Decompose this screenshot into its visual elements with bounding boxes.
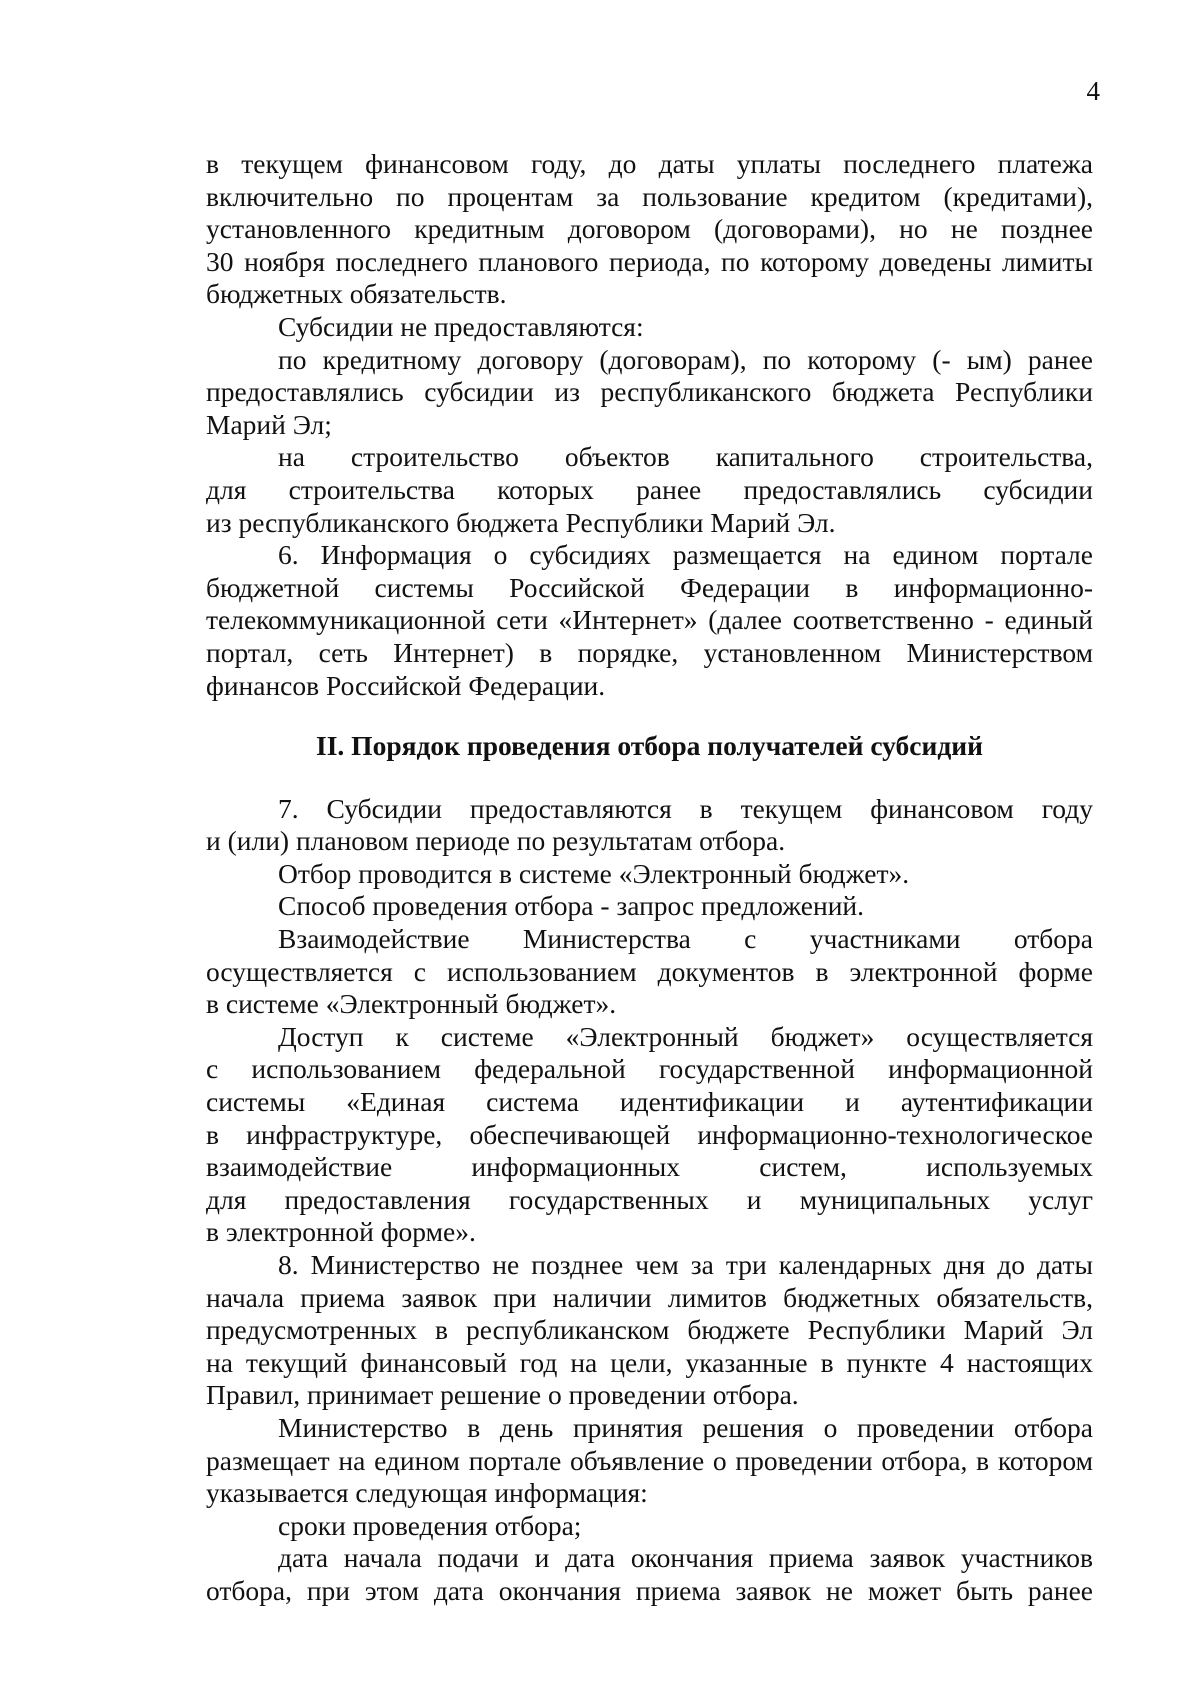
text-line: из республиканского бюджета Республики Марий Эл. — [206, 506, 836, 538]
text-line: для предоставления государственных и муниципальных услуг — [206, 1183, 1093, 1215]
text-line: начала приема заявок при наличии лимитов бюджетных обязательств, — [206, 1281, 1093, 1313]
paragraph-electronic-budget: Отбор проводится в системе «Электронный бюджет». — [278, 857, 910, 889]
text-line: Марий Эл; — [206, 408, 332, 440]
text-line: системы «Единая система идентификации и аутентификации — [206, 1086, 1093, 1118]
text-line: установленного кредитным договором (договорами), но не позднее — [206, 213, 1093, 245]
text-line: 6. Информация о субсидиях размещается на едином портале — [278, 539, 1093, 571]
text-line: бюджетной системы Российской Федерации в информационно- — [206, 571, 1093, 603]
paragraph-interaction — [206, 923, 1093, 1021]
text-line: финансов Российской Федерации. — [206, 669, 606, 701]
text-line: дата начала подачи и дата окончания приема заявок участников — [278, 1542, 1093, 1574]
paragraph-application-dates — [206, 1542, 1093, 1607]
text-line: в электронной форме». — [206, 1216, 476, 1248]
text-line: включительно по процентам за пользование кредитом (кредитами), — [206, 180, 1093, 212]
paragraph-announcement — [206, 1412, 1093, 1510]
page-number: 4 — [1086, 76, 1100, 106]
document-body — [206, 148, 1093, 1608]
text-line: Правил, принимает решение о проведении отбора. — [206, 1379, 799, 1411]
paragraph-selection-terms: сроки проведения отбора; — [278, 1509, 582, 1541]
text-line: указывается следующая информация: — [206, 1477, 648, 1509]
text-line: на строительство объектов капитального строительства, — [278, 441, 1093, 473]
text-line: Доступ к системе «Электронный бюджет» осуществляется — [278, 1020, 1093, 1052]
section-heading: II. Порядок проведения отбора получателей субсидий — [316, 730, 983, 762]
paragraph-construction — [206, 441, 1093, 539]
text-line: в системе «Электронный бюджет». — [206, 988, 617, 1020]
text-line: 7. Субсидии предоставляются в текущем финансовом году — [278, 792, 1093, 824]
text-line: телекоммуникационной сети «Интернет» (далее соответственно - единый — [206, 604, 1093, 636]
text-line: по кредитному договору (договорам), по которому (- ым) ранее — [278, 343, 1093, 375]
text-line: отбора, при этом дата окончания приема заявок не может быть ранее — [206, 1574, 1093, 1606]
text-line: 8. Министерство не позднее чем за три календарных дня до даты — [278, 1249, 1093, 1280]
text-line: с использованием федеральной государственной информационной — [206, 1053, 1093, 1085]
text-line: и (или) плановом периоде по результатам отбора. — [206, 825, 786, 857]
text-line: взаимодействие информационных систем, используемых — [206, 1151, 1093, 1183]
text-line: для строительства которых ранее предоставлялись субсидии — [206, 473, 1093, 505]
text-line: размещает на едином портале объявление о проведении отбора, в котором — [206, 1444, 1093, 1476]
text-line: бюджетных обязательств. — [206, 278, 507, 310]
text-line: в текущем финансовом году, до даты уплаты последнего платежа — [206, 148, 1093, 179]
paragraph-item-8 — [206, 1249, 1093, 1412]
paragraph-continuation — [206, 148, 1093, 311]
text-line: Министерство в день принятия решения о проведении отбора — [278, 1411, 1093, 1443]
paragraph-selection-method: Способ проведения отбора - запрос предложений. — [278, 890, 865, 922]
text-line: в инфраструктуре, обеспечивающей информационно-технологическое — [206, 1118, 1093, 1150]
text-line: портал, сеть Интернет) в порядке, установленном Министерством — [206, 636, 1093, 668]
paragraph-item-6 — [206, 539, 1093, 702]
text-line: 30 ноября последнего планового периода, по которому доведены лимиты — [206, 245, 1093, 277]
paragraph-credit-agreement — [206, 344, 1093, 442]
text-line: осуществляется с использованием документов в электронной форме — [206, 955, 1093, 987]
text-line: предусмотренных в республиканском бюджете Республики Марий Эл — [206, 1314, 1093, 1346]
paragraph-subsidies-not-provided: Субсидии не предоставляются: — [278, 310, 644, 342]
text-line: предоставлялись субсидии из республиканского бюджета Республики — [206, 376, 1093, 408]
paragraph-item-7 — [206, 793, 1093, 858]
paragraph-access — [206, 1021, 1093, 1249]
text-line: на текущий финансовый год на цели, указанные в пункте 4 настоящих — [206, 1346, 1093, 1378]
text-line: Взаимодействие Министерства с участниками отбора — [278, 923, 1093, 955]
